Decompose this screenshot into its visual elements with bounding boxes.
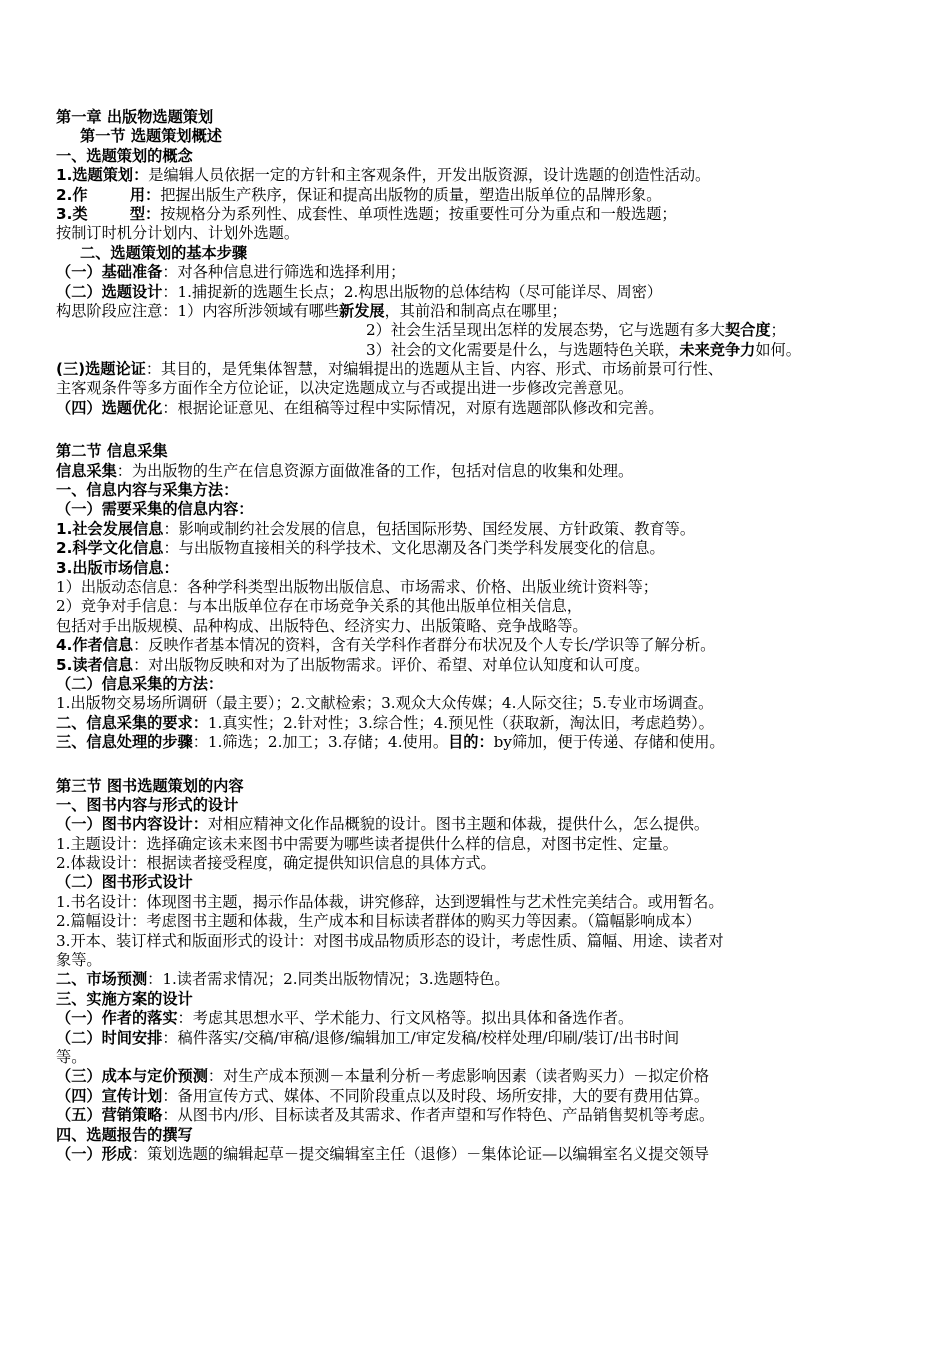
paragraph: 2）社会生活呈现出怎样的发展态势，它与选题有多大契合度；	[366, 321, 786, 340]
section-3-title: 第三节 图书选题策划的内容	[56, 776, 244, 795]
paragraph: （二）时间安排：稿件落实/交稿/审稿/退修/编辑加工/审定发稿/校样处理/印刷/装订/出书时间	[56, 1028, 680, 1047]
paragraph: 3）社会的文化需要是什么，与选题特色关联，未来竞争力如何。	[366, 340, 801, 359]
heading: 3.出版市场信息：	[56, 558, 179, 577]
paragraph: 1.书名设计：体现图书主题，揭示作品体裁，讲究修辞，达到逻辑性与艺术性完美结合。或用暂名。	[56, 892, 724, 911]
document-body	[56, 108, 906, 1164]
chapter-title: 第一章 出版物选题策划	[56, 108, 214, 126]
paragraph: 2.作 用：把握出版生产秩序，保证和提高出版物的质量，塑造出版单位的品牌形象。	[56, 185, 662, 204]
paragraph: 2）竞争对手信息：与本出版单位存在市场竞争关系的其他出版单位相关信息，	[56, 597, 583, 616]
paragraph: 2.体裁设计：根据读者接受程度，确定提供知识信息的具体方式。	[56, 854, 496, 873]
section-1-title: 第一节 选题策划概述	[80, 127, 222, 146]
paragraph: 构思阶段应注意：1）内容所涉领域有哪些新发展，其前沿和制高点在哪里；	[56, 301, 567, 320]
spacer	[56, 418, 906, 442]
spacer	[56, 753, 906, 777]
paragraph: 象等。	[56, 951, 102, 970]
paragraph: 5.读者信息：对出版物反映和对为了出版物需求。评价、希望、对单位认知度和认可度。	[56, 655, 650, 674]
heading: （二）图书形式设计	[56, 873, 193, 892]
paragraph: （五）营销策略：从图书内/形、目标读者及其需求、作者声望和写作特色、产品销售契机等考虑。	[56, 1106, 715, 1125]
paragraph: 二、市场预测：1.读者需求情况；2.同类出版物情况；3.选题特色。	[56, 970, 510, 989]
heading: 一、图书内容与形式的设计	[56, 795, 239, 814]
paragraph: （二）选题设计：1.捕捉新的选题生长点；2.构思出版物的总体结构（尽可能详尽、周密）	[56, 282, 663, 301]
paragraph: 4.作者信息：反映作者基本情况的资料，含有关学科作者群分布状况及个人专长/学识等了解分析。	[56, 636, 716, 655]
paragraph: 3.开本、装订样式和版面形式的设计：对图书成品物质形态的设计，考虑性质、篇幅、用途、读者对	[56, 931, 724, 950]
paragraph: 按制订时机分计划内、计划外选题。	[56, 224, 299, 243]
heading: 三、实施方案的设计	[56, 989, 193, 1008]
paragraph: （一）作者的落实：考虑其思想水平、学术能力、行文风格等。拟出具体和备选作者。	[56, 1009, 634, 1028]
heading: 二、选题策划的基本步骤	[80, 243, 248, 262]
paragraph: 3.类 型：按规格分为系列性、成套性、单项性选题；按重要性可分为重点和一般选题；	[56, 204, 677, 223]
paragraph: 2.篇幅设计：考虑图书主题和体裁，生产成本和目标读者群体的购买力等因素。（篇幅影响成本）	[56, 912, 701, 931]
paragraph: 二、信息采集的要求：1.真实性；2.针对性；3.综合性；4.预见性（获取新，淘汰旧，考虑趋势）。	[56, 713, 714, 732]
paragraph: 信息采集：为出版物的生产在信息资源方面做准备的工作，包括对信息的收集和处理。	[56, 461, 634, 480]
paragraph: 包括对手出版规模、品种构成、出版特色、经济实力、出版策略、竞争战略等。	[56, 616, 588, 635]
paragraph: 1.选题策划：是编辑人员依据一定的方针和主客观条件，开发出版资源，设计选题的创造性活动。	[56, 166, 711, 185]
paragraph: （四）宣传计划：备用宣传方式、媒体、不同阶段重点以及时段、场所安排，大的要有费用估算。	[56, 1086, 710, 1105]
paragraph: （一）基础准备：对各种信息进行筛选和选择利用；	[56, 263, 406, 282]
paragraph: 三、信息处理的步骤：1.筛选；2.加工；3.存储；4.使用。目的：by筛加，便于传递、存储和使用。	[56, 733, 725, 752]
paragraph: 1）出版动态信息：各种学科类型出版物出版信息、市场需求、价格、出版业统计资料等；	[56, 577, 658, 596]
heading: 一、信息内容与采集方法：	[56, 481, 239, 500]
heading: 一、选题策划的概念	[56, 146, 193, 165]
paragraph: （一）形成：策划选题的编辑起草－提交编辑室主任（退修）－集体论证—以编辑室名义提交领导	[56, 1144, 710, 1163]
paragraph: 1.主题设计：选择确定该未来图书中需要为哪些读者提供什么样的信息，对图书定性、定量。	[56, 834, 678, 853]
heading: （一）需要采集的信息内容：	[56, 500, 254, 519]
section-2-title: 第二节 信息采集	[56, 442, 168, 461]
paragraph: 2.科学文化信息：与出版物直接相关的科学技术、文化思潮及各门类学科发展变化的信息。	[56, 539, 665, 558]
paragraph: （一）图书内容设计：对相应精神文化作品概貌的设计。图书主题和体裁，提供什么，怎么提供。	[56, 815, 710, 834]
paragraph: （四）选题优化：根据论证意见、在组稿等过程中实际情况，对原有选题部队修改和完善。	[56, 398, 664, 417]
paragraph: 等。	[56, 1047, 87, 1066]
paragraph: 主客观条件等多方面作全方位论证，以决定选题成立与否或提出进一步修改完善意见。	[56, 379, 634, 398]
paragraph: 1.社会发展信息：影响或制约社会发展的信息，包括国际形势、国经发展、方针政策、教育等。	[56, 519, 696, 538]
paragraph: 1.出版物交易场所调研（最主要）；2.文献检索；3.观众大众传媒；4.人际交往；5.专业市场调查。	[56, 694, 714, 713]
heading: 四、选题报告的撰写	[56, 1125, 193, 1144]
heading: （二）信息采集的方法：	[56, 674, 224, 693]
paragraph: (三)选题论证：其目的，是凭集体智慧，对编辑提出的选题从主旨、内容、形式、市场前景可行性、	[56, 360, 723, 379]
paragraph: （三）成本与定价预测：对生产成本预测－本量利分析－考虑影响因素（读者购买力）－拟定价格	[56, 1067, 710, 1086]
